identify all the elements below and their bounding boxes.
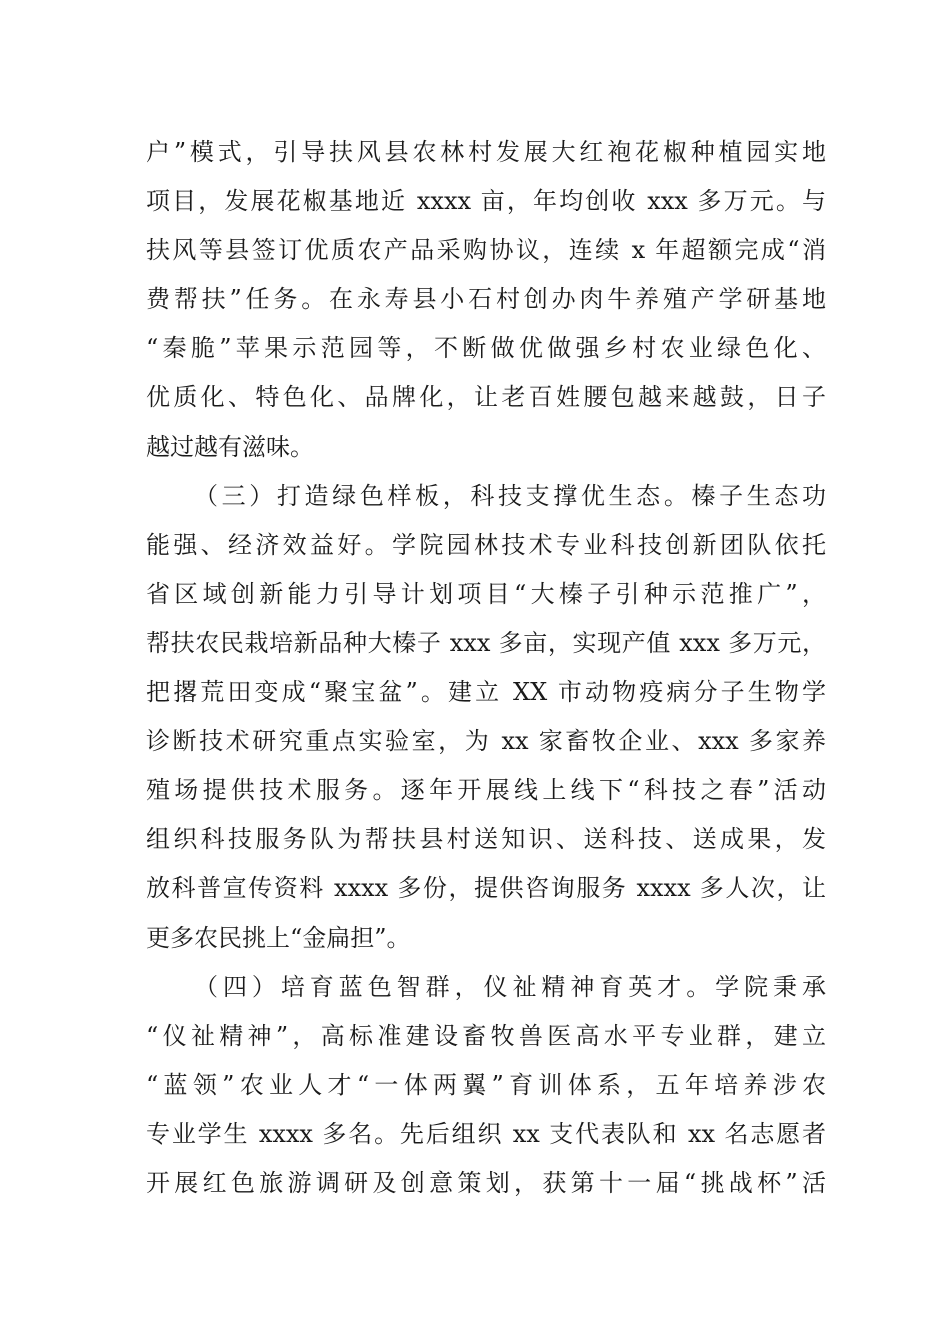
text-line: 户”模式，引导扶风县农林村发展大红袍花椒种植园实地 — [146, 138, 826, 166]
text-line: 帮扶农民栽培新品种大榛子 xxx 多亩，实现产值 xxx 多万元， — [146, 628, 826, 657]
text-line: 专业学生 xxxx 多名。先后组织 xx 支代表队和 xx 名志愿者 — [146, 1119, 826, 1148]
text-line: 优质化、特色化、品牌化，让老百姓腰包越来越鼓，日子 — [146, 383, 826, 412]
text-line: 更多农民挑上“金扁担”。 — [146, 923, 411, 952]
text-line: 把撂荒田变成“聚宝盆”。建立 XX 市动物疫病分子生物学 — [146, 678, 826, 707]
text-line: “仪祉精神”，高标准建设畜牧兽医高水平专业群，建立 — [146, 1021, 826, 1050]
text-line: 能强、经济效益好。学院园林技术专业科技创新团队依托 — [146, 530, 826, 559]
text-line: 项目，发展花椒基地近 xxxx 亩，年均创收 xxx 多万元。与 — [146, 187, 826, 216]
text-line: 扶风等县签订优质农产品采购协议，连续 x 年超额完成“消 — [146, 236, 826, 265]
document-body — [146, 128, 826, 1208]
text-line: 越过越有滋味。 — [146, 432, 314, 461]
text-line: “蓝领”农业人才“一体两翼”育训体系，五年培养涉农 — [146, 1070, 826, 1099]
text-line: 省区域创新能力引导计划项目“大榛子引种示范推广”， — [146, 579, 826, 608]
text-line: 开展红色旅游调研及创意策划，获第十一届“挑战杯”活 — [146, 1168, 826, 1197]
text-line: 诊断技术研究重点实验室，为 xx 家畜牧企业、xxx 多家养 — [146, 727, 826, 756]
text-line: （三）打造绿色样板，科技支撑优生态。榛子生态功 — [194, 481, 826, 510]
text-line: “秦脆”苹果示范园等，不断做优做强乡村农业绿色化、 — [146, 334, 826, 363]
text-line: （四）培育蓝色智群，仪祉精神育英才。学院秉承 — [194, 972, 826, 1001]
paragraph — [146, 128, 826, 472]
text-line: 放科普宣传资料 xxxx 多份，提供咨询服务 xxxx 多人次，让 — [146, 874, 826, 903]
paragraph — [146, 472, 826, 963]
text-line: 殖场提供技术服务。逐年开展线上线下“科技之春”活动 — [146, 776, 826, 805]
text-line: 费帮扶”任务。在永寿县小石村创办肉牛养殖产学研基地 — [146, 285, 826, 314]
text-line: 组织科技服务队为帮扶县村送知识、送科技、送成果，发 — [146, 825, 826, 854]
paragraph — [146, 963, 826, 1208]
